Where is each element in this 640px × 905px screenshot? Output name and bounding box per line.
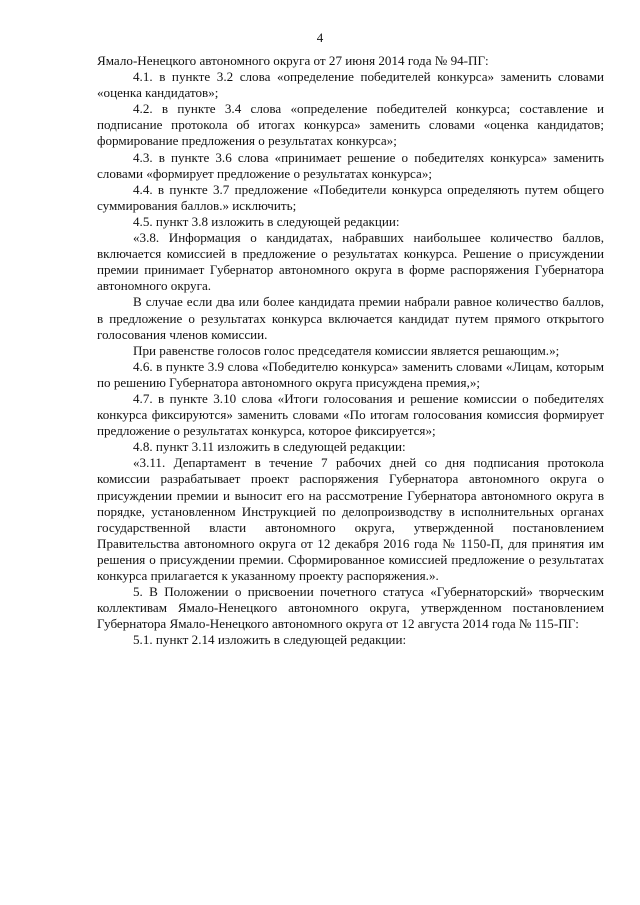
paragraph: 4.3. в пункте 3.6 слова «принимает решение о победителях конкурса» заменить словами «формирует предложение о результатах конкурса»; bbox=[97, 149, 604, 181]
paragraph: «3.8. Информация о кандидатах, набравших наибольшее количество баллов, включается комиссией в предложение о результатах конкурса. Решение о присуждении премии принимает Губернатор автономного округа в форме распоряжения Губернатора автономного округа. bbox=[97, 230, 604, 294]
document-body bbox=[97, 53, 604, 648]
paragraph: 5. В Положении о присвоении почетного статуса «Губернаторский» творческим коллективам Ямало-Ненецкого автономного округа, утвержденном постановлением Губернатора Ямало-Ненецкого автономного округа от 12 августа 2014 года № 115-ПГ: bbox=[97, 584, 604, 632]
paragraph: 4.6. в пункте 3.9 слова «Победителю конкурса» заменить словами «Лицам, которым по решению Губернатора автономного округа присуждена премия,»; bbox=[97, 358, 604, 390]
paragraph: 4.2. в пункте 3.4 слова «определение победителей конкурса; составление и подписание протокола об итогах конкурса» заменить словами «оценка кандидатов; формирование предложения о результатах конкурса»; bbox=[97, 101, 604, 149]
paragraph: «3.11. Департамент в течение 7 рабочих дней со дня подписания протокола комиссии разрабатывает проект распоряжения Губернатора автономного округа о присуждении премии и выносит его на рассмотрение Губернатора автономного округа в порядке, установленном Инструкцией по делопроизводству в исполнительных органах государственной власти автономного округа, утвержденной постановлением Правительства автономного округа от 12 декабря 2016 года № 1150-П, для принятия им решения о присуждении премии. Сформированное комиссией предложение о результатах конкурса прилагается к указанному проекту распоряжения.». bbox=[97, 455, 604, 583]
paragraph: 4.4. в пункте 3.7 предложение «Победители конкурса определяють путем общего суммирования баллов.» исключить; bbox=[97, 181, 604, 213]
paragraph: 4.8. пункт 3.11 изложить в следующей редакции: bbox=[133, 439, 406, 455]
paragraph: 4.7. в пункте 3.10 слова «Итоги голосования и решение комиссии о победителях конкурса фиксируются» заменить словами «По итогам голосования комиссия формирует предложение о результатах конкурса, которое фиксируется»; bbox=[97, 390, 604, 439]
page-number: 4 bbox=[316, 30, 324, 45]
paragraph: 5.1. пункт 2.14 изложить в следующей редакции: bbox=[133, 632, 407, 648]
paragraph: 4.5. пункт 3.8 изложить в следующей редакции: bbox=[133, 213, 400, 229]
paragraph: При равенстве голосов голос председателя комиссии является решающим.»; bbox=[133, 342, 560, 358]
paragraph: Ямало-Ненецкого автономного округа от 27 июня 2014 года № 94-ПГ: bbox=[97, 53, 489, 68]
paragraph: 4.1. в пункте 3.2 слова «определение победителей конкурса» заменить словами «оценка кандидатов»; bbox=[97, 69, 604, 101]
paragraph: В случае если два или более кандидата премии набрали равное количество баллов, в предложение о результатах конкурса включается кандидат путем прямого открытого голосования членов комиссии. bbox=[97, 294, 604, 342]
